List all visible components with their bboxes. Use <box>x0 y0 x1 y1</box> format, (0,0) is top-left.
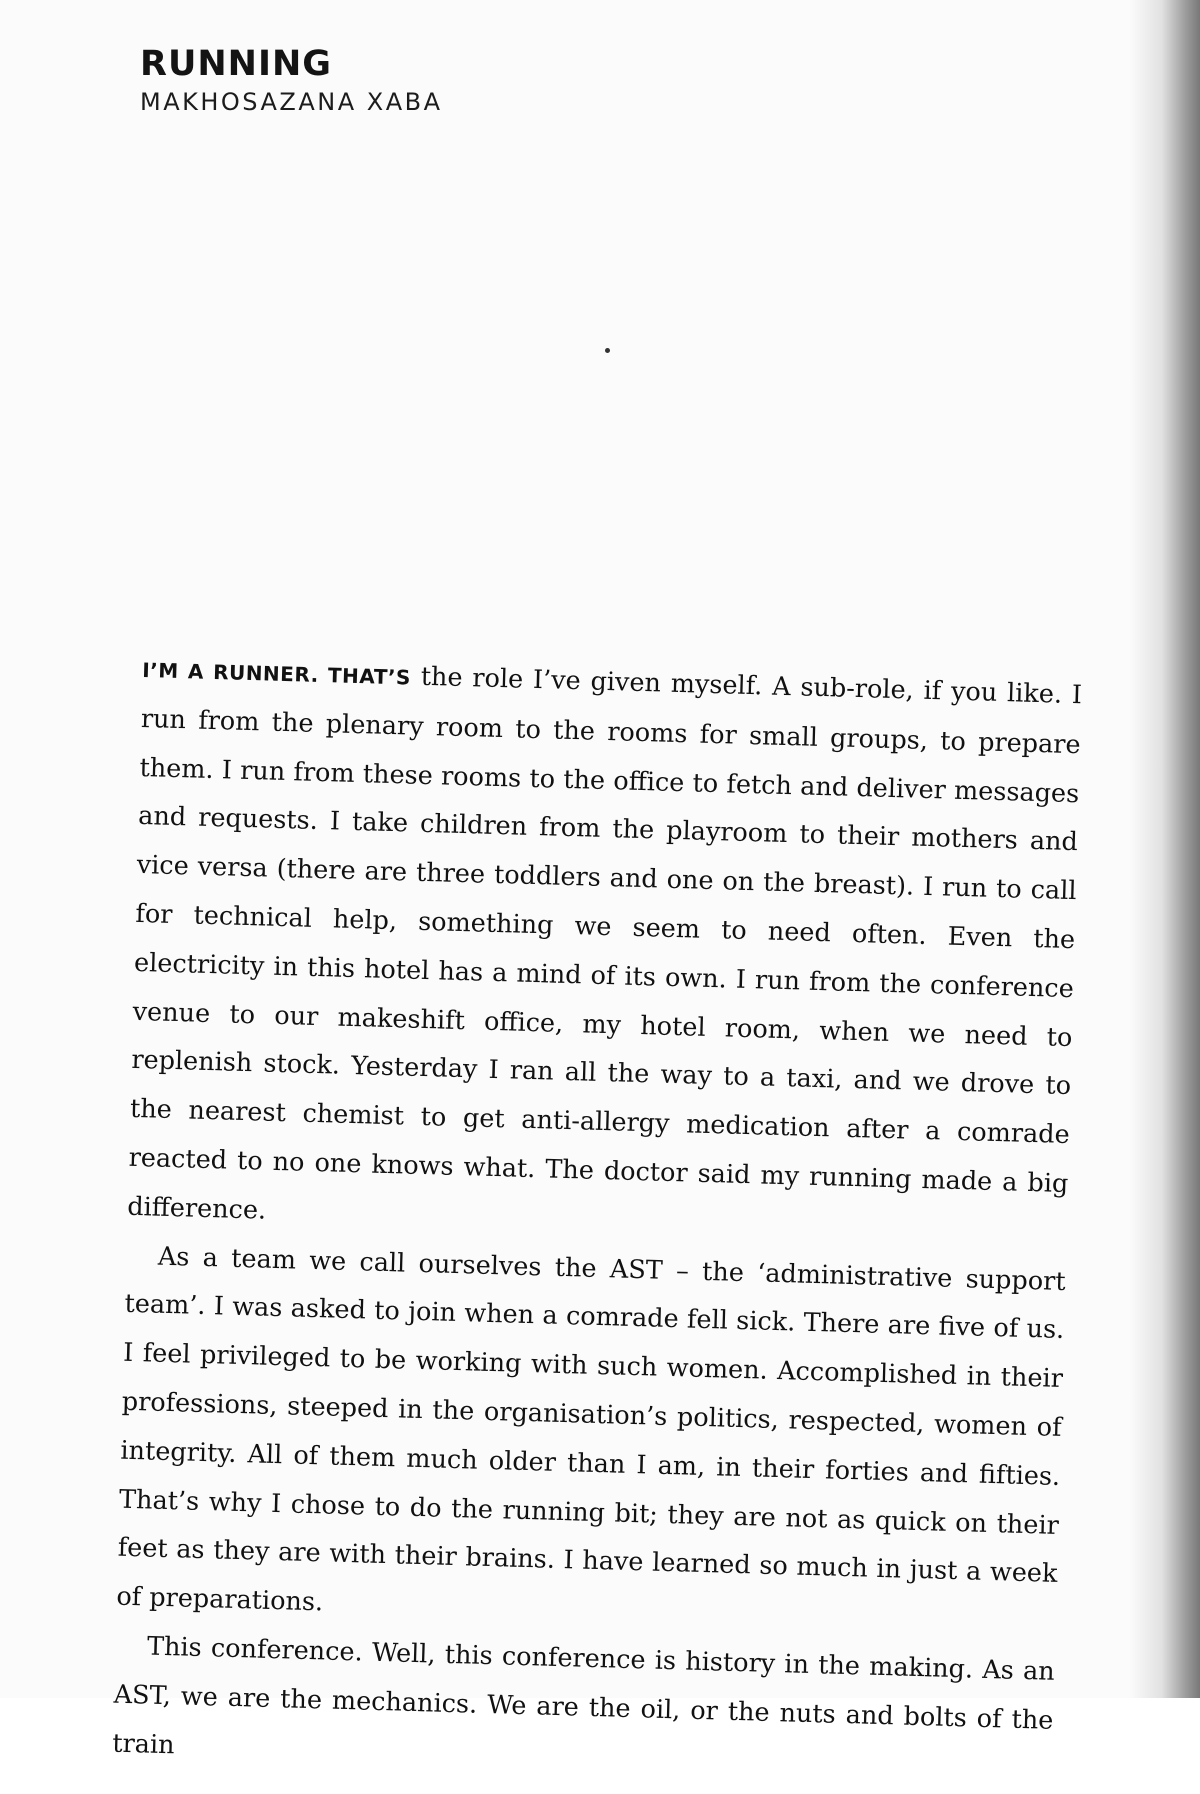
paragraph-3: This conference. Well, this conference is history in the making. As an AST, we are the mechanics. We are the oil, or the nuts and bolts of the train <box>111 1631 1056 1760</box>
paragraph-2: As a team we call ourselves the AST – the ‘administrative support team’. I was asked to join when a comrade fell sick. There are five of us. I feel privileged to be working with such women. Accomplished in their professions, steeped in the organisation’s politics, respected, women of integrity. All of them much older than I am, in their forties and fifties. That’s why I chose to do the running bit; they are not as quick on their feet as they are with their brains. I have learned so much in just a week of preparations. <box>115 1241 1067 1618</box>
paragraph-1-text: the role I’ve given myself. A sub-role, if you like. I run from the plenary room to the rooms for small groups, to prepare them. I run from these rooms to the office to fetch and deliver messages and requests. I take children from the playroom to their mothers and vice versa (there are three toddlers and one on the breast). I run to call for technical help, something we seem to need often. Even the electricity in this hotel has a mind of its own. I run from the conference venue to our makeshift office, my hotel room, when we need to replenish stock. Yesterday I ran all the way to a taxi, and we drove to the nearest chemist to get anti-allergy medication after a comrade reacted to no one knows what. The doctor said my running made a big difference. <box>126 661 1083 1226</box>
paragraph-1 <box>127 645 1083 1258</box>
chapter-author: MAKHOSAZANA XABA <box>140 88 443 117</box>
page-gutter-shadow <box>1130 0 1200 1698</box>
chapter-header <box>140 44 443 117</box>
lead-in-caps: I’M A RUNNER. THAT’S <box>141 657 412 690</box>
chapter-body <box>112 645 1083 1794</box>
print-speck <box>605 348 610 353</box>
chapter-title: RUNNING <box>140 44 332 84</box>
